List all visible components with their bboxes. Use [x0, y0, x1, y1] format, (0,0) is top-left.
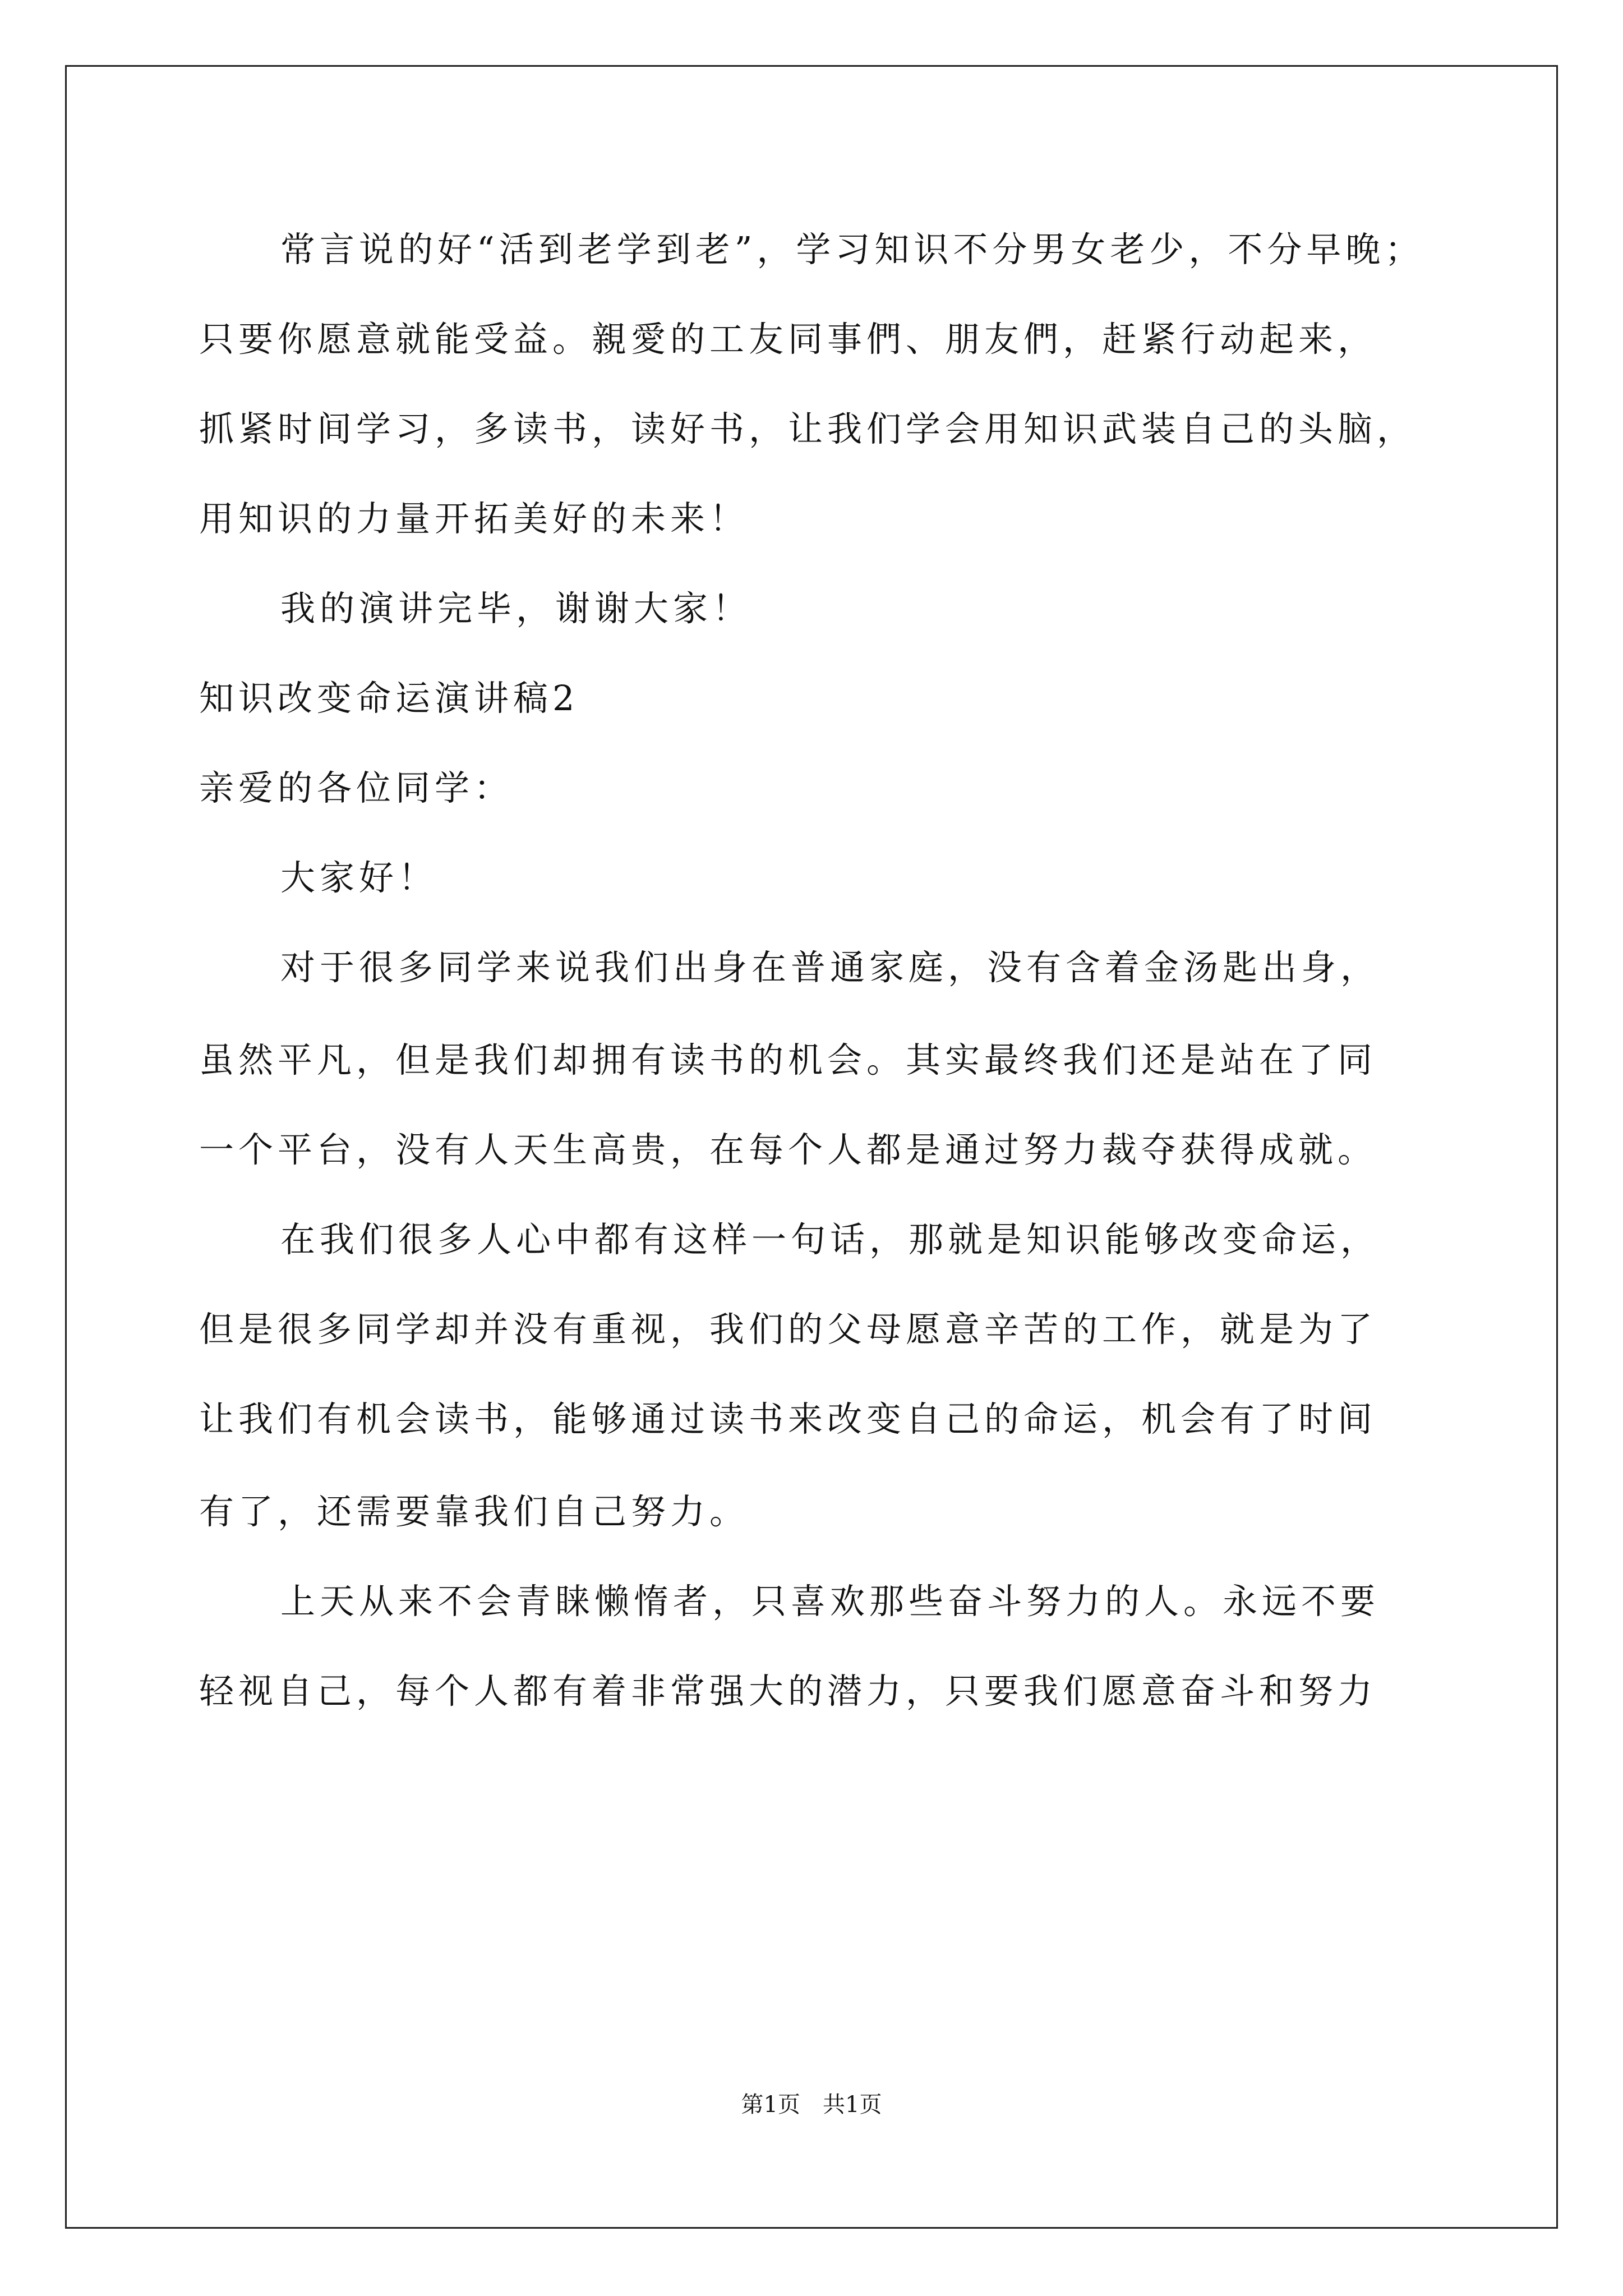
greeting: 大家好！	[280, 857, 438, 898]
page-number: 第1页 共1页	[741, 2092, 882, 2118]
text-line: 上天从来不会青睐懒惰者，只喜欢那些奋斗努力的人。永远不要	[280, 1581, 1380, 1622]
text-line: 对于很多同学来说我们出身在普通家庭，没有含着金汤匙出身，	[280, 947, 1380, 988]
text-line: 虽然平凡，但是我们却拥有读书的机会。其实最终我们还是站在了同	[199, 1039, 1377, 1080]
text-line: 只要你愿意就能受益。親愛的工友同事們、朋友們，赶紧行动起来，	[199, 319, 1377, 360]
text-line: 轻视自己，每个人都有着非常强大的潜力，只要我们愿意奋斗和努力	[199, 1671, 1377, 1711]
text-line: 一个平台，没有人天生高贵，在每个人都是通过努力裁夺获得成就。	[199, 1129, 1377, 1170]
text-line: 我的演讲完毕，谢谢大家！	[280, 588, 752, 629]
section-title: 知识改变命运演讲稿2	[199, 678, 579, 719]
text-line: 用知识的力量开拓美好的未来！	[199, 498, 749, 539]
salutation: 亲爱的各位同学：	[199, 767, 514, 808]
text-line: 在我们很多人心中都有这样一句话，那就是知识能够改变命运，	[280, 1219, 1380, 1260]
text-line: 有了，还需要靠我们自己努力。	[199, 1491, 749, 1532]
text-line: 抓紧时间学习，多读书，读好书，让我们学会用知识武装自己的头脑，	[199, 408, 1417, 449]
text-line: 但是很多同学却并没有重视，我们的父母愿意辛苦的工作，就是为了	[199, 1309, 1377, 1350]
text-line: 让我们有机会读书，能够通过读书来改变自己的命运，机会有了时间	[199, 1398, 1377, 1439]
text-line: 常言说的好“活到老学到老”，学习知识不分男女老少，不分早晚；	[280, 229, 1424, 270]
